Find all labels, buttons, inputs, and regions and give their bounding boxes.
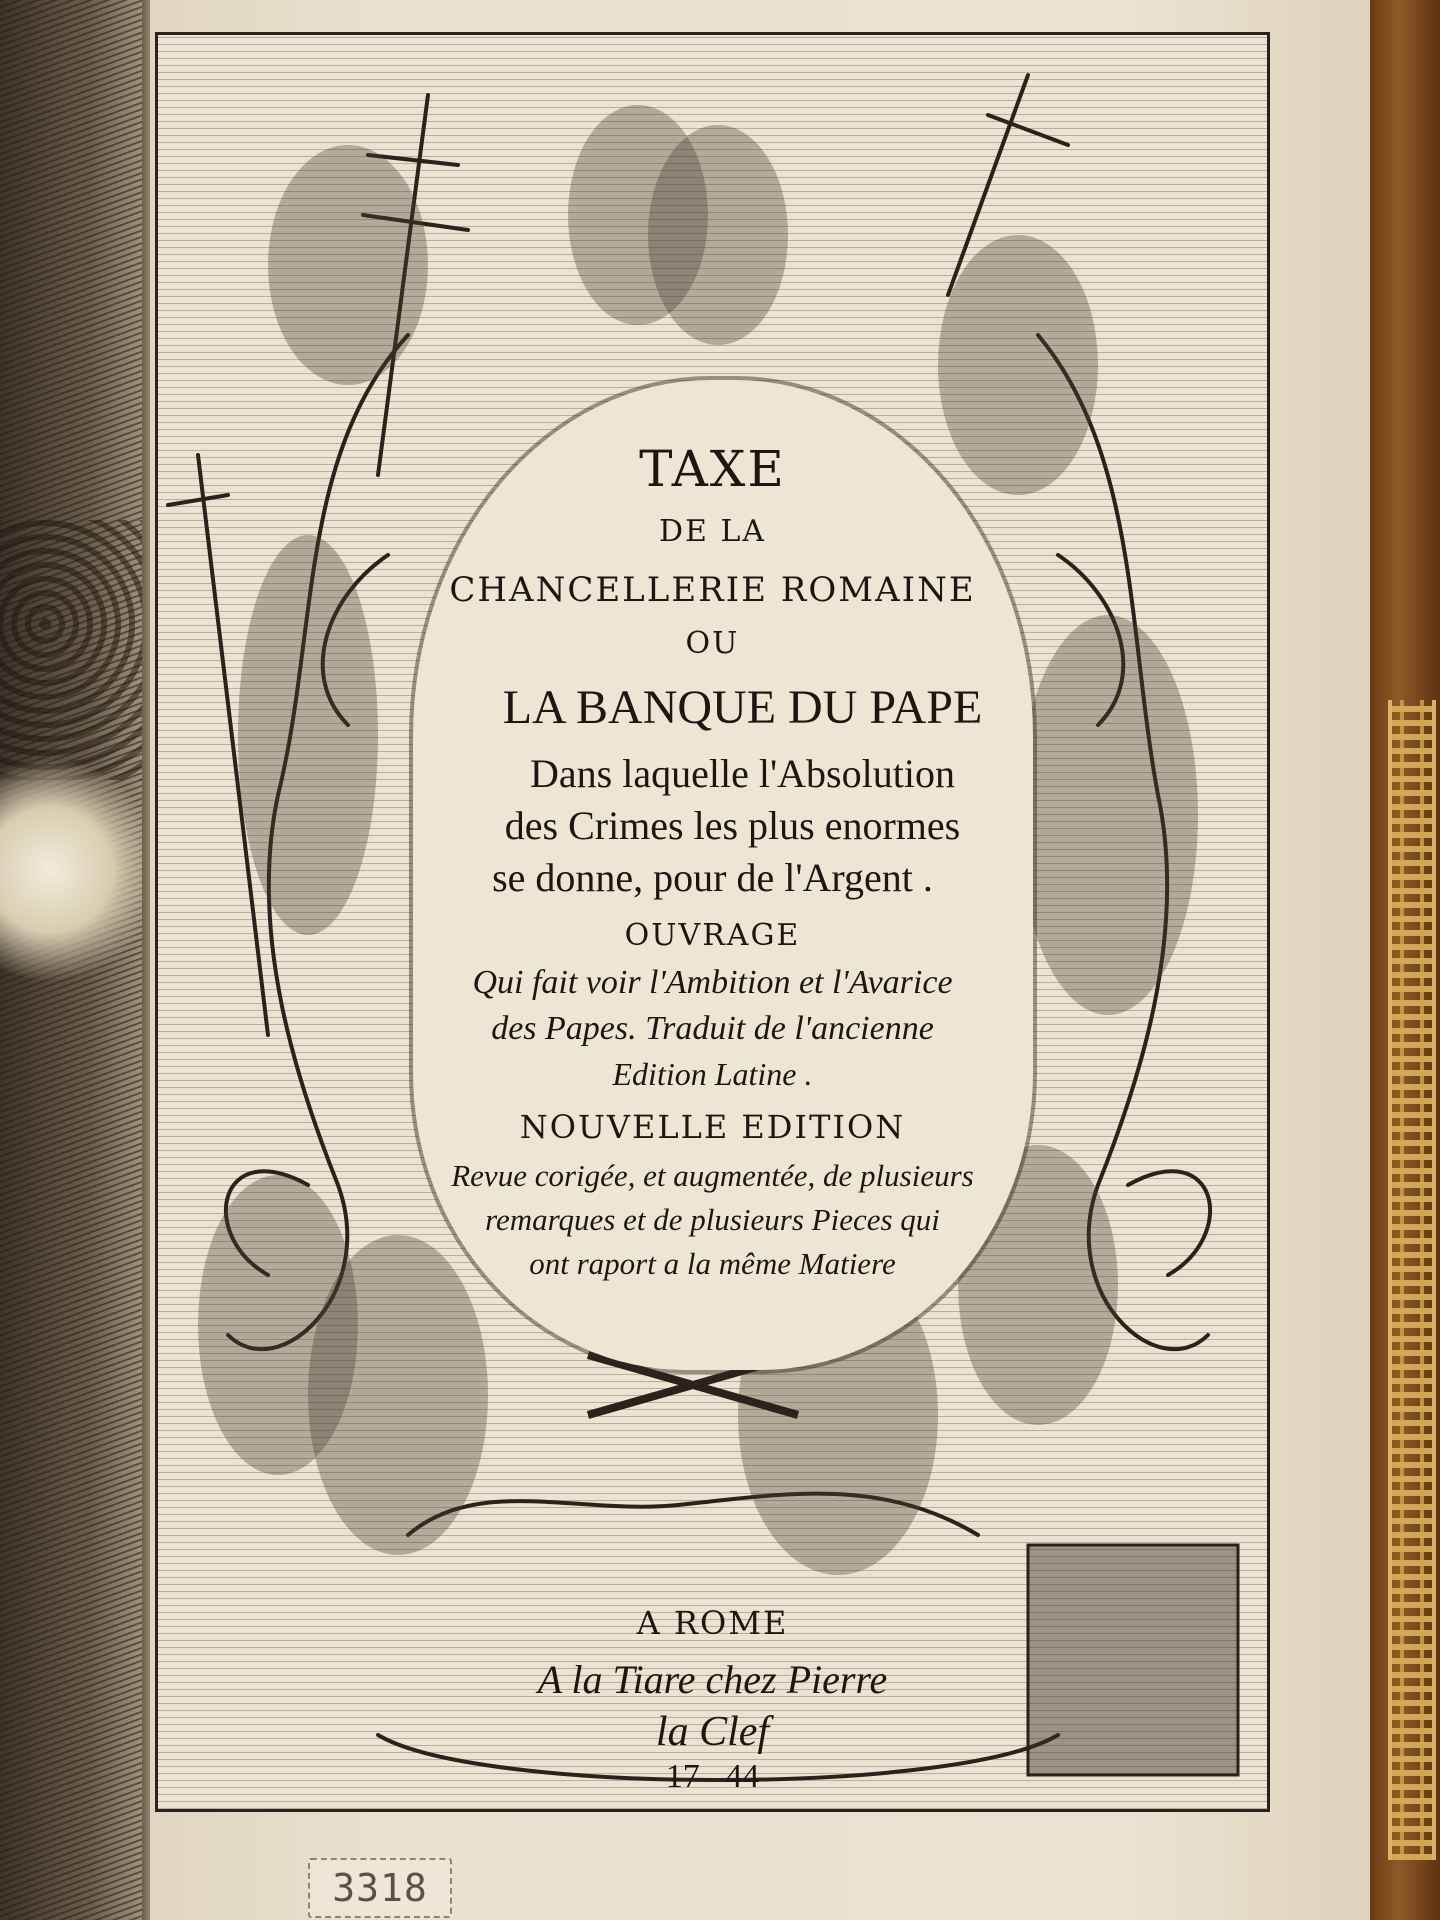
subtitle-line-1: Qui fait voir l'Ambition et l'Avarice [472, 964, 953, 1001]
subtitle-line-2: des Papes. Traduit de l'ancienne [491, 1010, 934, 1047]
title-line-de-la: DE LA [658, 514, 767, 549]
imprint-place: A ROME [636, 1604, 789, 1642]
imprint-printer-line-2: la Clef [655, 1709, 770, 1755]
main-title: TAXE [639, 440, 786, 498]
revision-line-1: Revue corigée, et augmentée, de plusieurs [451, 1158, 974, 1193]
facing-frontispiece-page [0, 0, 150, 1920]
subtitle-line-3: Edition Latine . [612, 1056, 813, 1092]
description-line-3: se donne, pour de l'Argent . [492, 855, 933, 900]
ouvrage-heading: OUVRAGE [624, 918, 801, 953]
revision-line-2: remarques et de plusieurs Pieces qui [485, 1202, 940, 1237]
library-shelfmark-stamp: 3318 [308, 1858, 452, 1918]
imprint-printer-line-1: A la Tiare chez Pierre [537, 1657, 888, 1702]
imprint-year: 17 44 [665, 1758, 760, 1795]
description-line-2: des Crimes les plus enormes [504, 803, 961, 848]
title-text [155, 32, 1270, 1812]
description-line-1: Dans laquelle l'Absolution [530, 751, 955, 796]
radiant-light-engraving [0, 760, 160, 980]
title-line-banque: LA BANQUE DU PAPE [502, 681, 983, 734]
edition-heading: NOUVELLE EDITION [519, 1108, 906, 1146]
title-line-ou: OU [685, 626, 740, 661]
gilt-greek-key-border [1388, 700, 1436, 1860]
revision-line-3: ont raport a la même Matiere [529, 1246, 896, 1281]
crowd-engraving [0, 520, 150, 780]
title-line-chancellerie: CHANCELLERIE ROMAINE [449, 570, 976, 610]
